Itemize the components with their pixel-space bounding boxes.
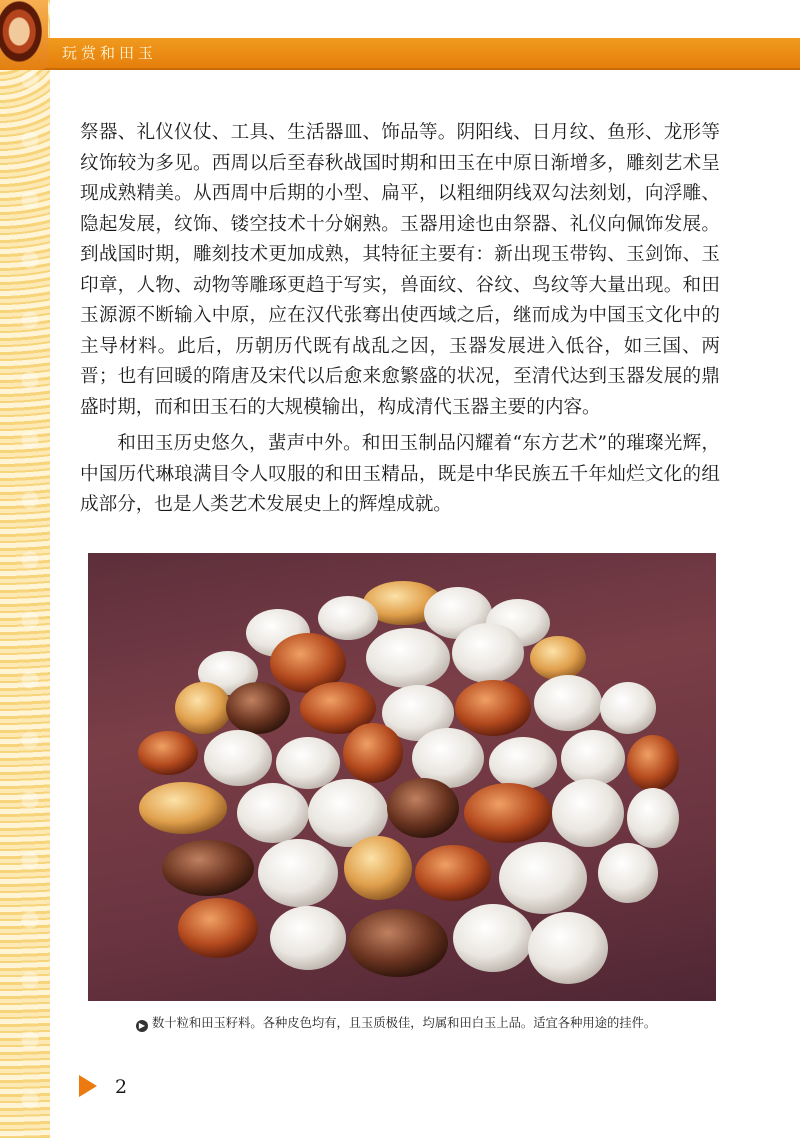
paragraph-2: 和田玉历史悠久，蜚声中外。和田玉制品闪耀着“东方艺术”的璀璨光辉，中国历代琳琅满目令人叹服的和田玉精品，既是中华民族五千年灿烂文化的组成部分，也是人类艺术发展史上的辉煌成就。 — [80, 433, 720, 515]
page-arrow-icon — [79, 1075, 97, 1097]
book-title: 玩赏和田玉 — [62, 44, 158, 62]
figure-caption — [136, 1014, 736, 1032]
page-number: 2 — [115, 1076, 128, 1098]
pebble-pile — [138, 581, 679, 984]
jade-logo-icon — [0, 0, 48, 70]
body-text — [80, 118, 720, 521]
paragraph-1: 祭器、礼仪仪仗、工具、生活器皿、饰品等。阴阳线、日月纹、鱼形、龙形等纹饰较为多见。西周以后至春秋战国时期和田玉在中原日渐增多，雕刻艺术呈现成熟精美。从西周中后期的小型、扁平，以粗细阴线双勾法刻划，向浮雕、隐起发展，纹饰、镂空技术十分娴熟。玉器用途也由祭器、礼仪向佩饰发展。到战国时期，雕刻技术更加成熟，其特征主要有：新出现玉带钩、玉剑饰、玉印章，人物、动物等雕琢更趋于写实，兽面纹、谷纹、鸟纹等大量出现。和田玉源源不断输入中原，应在汉代张骞出使西域之后，继而成为中国玉文化中的主导材料。此后，历朝历代既有战乱之因，玉器发展进入低谷，如三国、两晋；也有回暖的隋唐及宋代以后愈来愈繁盛的状况，至清代达到玉器发展的鼎盛时期，而和田玉石的大规模输出，构成清代玉器主要的内容。 — [80, 122, 720, 418]
caption-text: 数十粒和田玉籽料。各种皮色均有，且玉质极佳，均属和田白玉上品。适宜各种用途的挂件。 — [152, 1016, 657, 1030]
decorative-side-band — [0, 0, 50, 1138]
play-circle-icon: ▶ — [136, 1020, 148, 1032]
jade-pebbles-illustration — [108, 563, 698, 993]
jade-pebbles-photo — [88, 553, 716, 1001]
